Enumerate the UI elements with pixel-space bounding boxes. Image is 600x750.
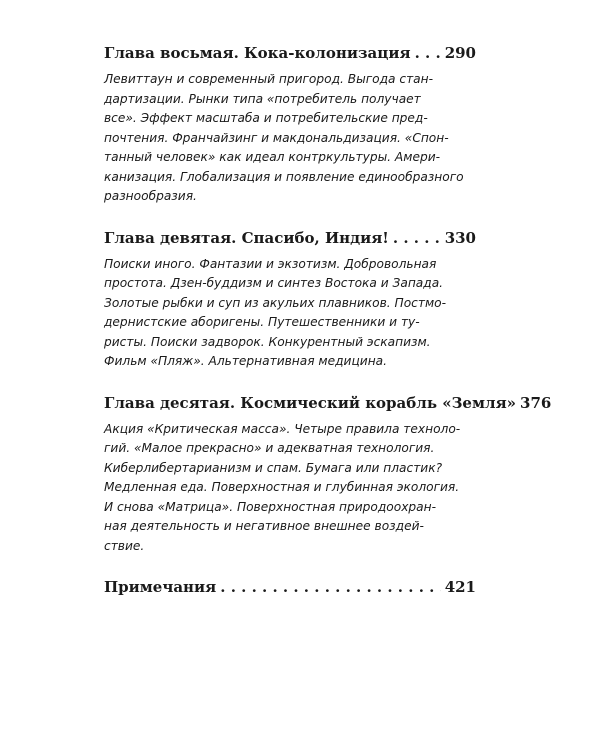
summary-line: почтения. Франчайзинг и макдональдизация. «Спон- <box>104 130 449 145</box>
summary-line: дартизации. Рынки типа «потребитель получает <box>104 91 421 106</box>
chapter-title: Глава девятая. Спасибо, Индия! <box>104 228 389 247</box>
dot-leader <box>393 227 441 249</box>
summary-line: Фильм «Пляж». Альтернативная медицина. <box>104 354 388 368</box>
summary-line: дернистские аборигены. Путешественники и ту- <box>104 315 420 329</box>
summary-line: Киберлибертарианизм и спам. Бумага или пластик? <box>104 460 443 475</box>
chapter-title: Глава восьмая. Кока-колонизация <box>104 44 411 62</box>
toc-heading[interactable] <box>104 576 476 598</box>
page-number: 376 <box>520 393 552 412</box>
chapter-summary <box>104 420 476 557</box>
summary-line: Акция «Критическая масса». Четыре правила техноло- <box>104 421 461 436</box>
summary-line: ная деятельность и негативное внешнее воздей- <box>104 519 424 533</box>
toc-heading[interactable] <box>104 42 476 64</box>
dot-leader <box>220 576 440 598</box>
table-of-contents <box>104 42 552 618</box>
summary-line: все». Эффект масштаба и потребительские пред- <box>104 111 428 125</box>
toc-entry-chapter-8 <box>104 42 476 207</box>
summary-line: гий. «Малое прекрасно» и адекватная технология. <box>104 441 435 455</box>
page-number: 421 <box>444 578 476 596</box>
summary-line: И снова «Матрица». Поверхностная природоохран- <box>104 499 436 514</box>
notes-title: Примечания <box>104 578 217 596</box>
chapter-title: Глава десятая. Космический корабль «Земля» <box>104 393 517 412</box>
summary-line: танный человек» как идеал контркультуры. Амери- <box>104 150 441 164</box>
summary-line: ствие. <box>104 538 145 553</box>
toc-entry-chapter-9 <box>104 227 476 372</box>
summary-line: простота. Дзен-буддизм и синтез Востока и Запада. <box>104 276 444 290</box>
summary-line: Поиски иного. Фантазии и экзотизм. Добровольная <box>104 256 437 271</box>
toc-heading[interactable] <box>104 392 552 414</box>
page-number: 330 <box>444 228 476 247</box>
dot-leader <box>415 42 441 64</box>
page-number: 290 <box>444 44 476 62</box>
summary-line: Золотые рыбки и суп из акульих плавников. Постмо- <box>104 295 447 310</box>
summary-line: ристы. Поиски задворок. Конкурентный эскапизм. <box>104 334 431 349</box>
chapter-summary <box>104 255 476 372</box>
toc-entry-chapter-10 <box>104 392 552 557</box>
summary-line: разнообразия. <box>104 189 197 203</box>
summary-line: Левиттаун и современный пригород. Выгода стан- <box>104 72 434 86</box>
toc-entry-notes <box>104 576 476 598</box>
summary-line: Медленная еда. Поверхностная и глубинная экология. <box>104 480 460 494</box>
toc-heading[interactable] <box>104 227 476 249</box>
summary-line: канизация. Глобализация и появление единообразного <box>104 169 464 184</box>
chapter-summary <box>104 70 476 207</box>
